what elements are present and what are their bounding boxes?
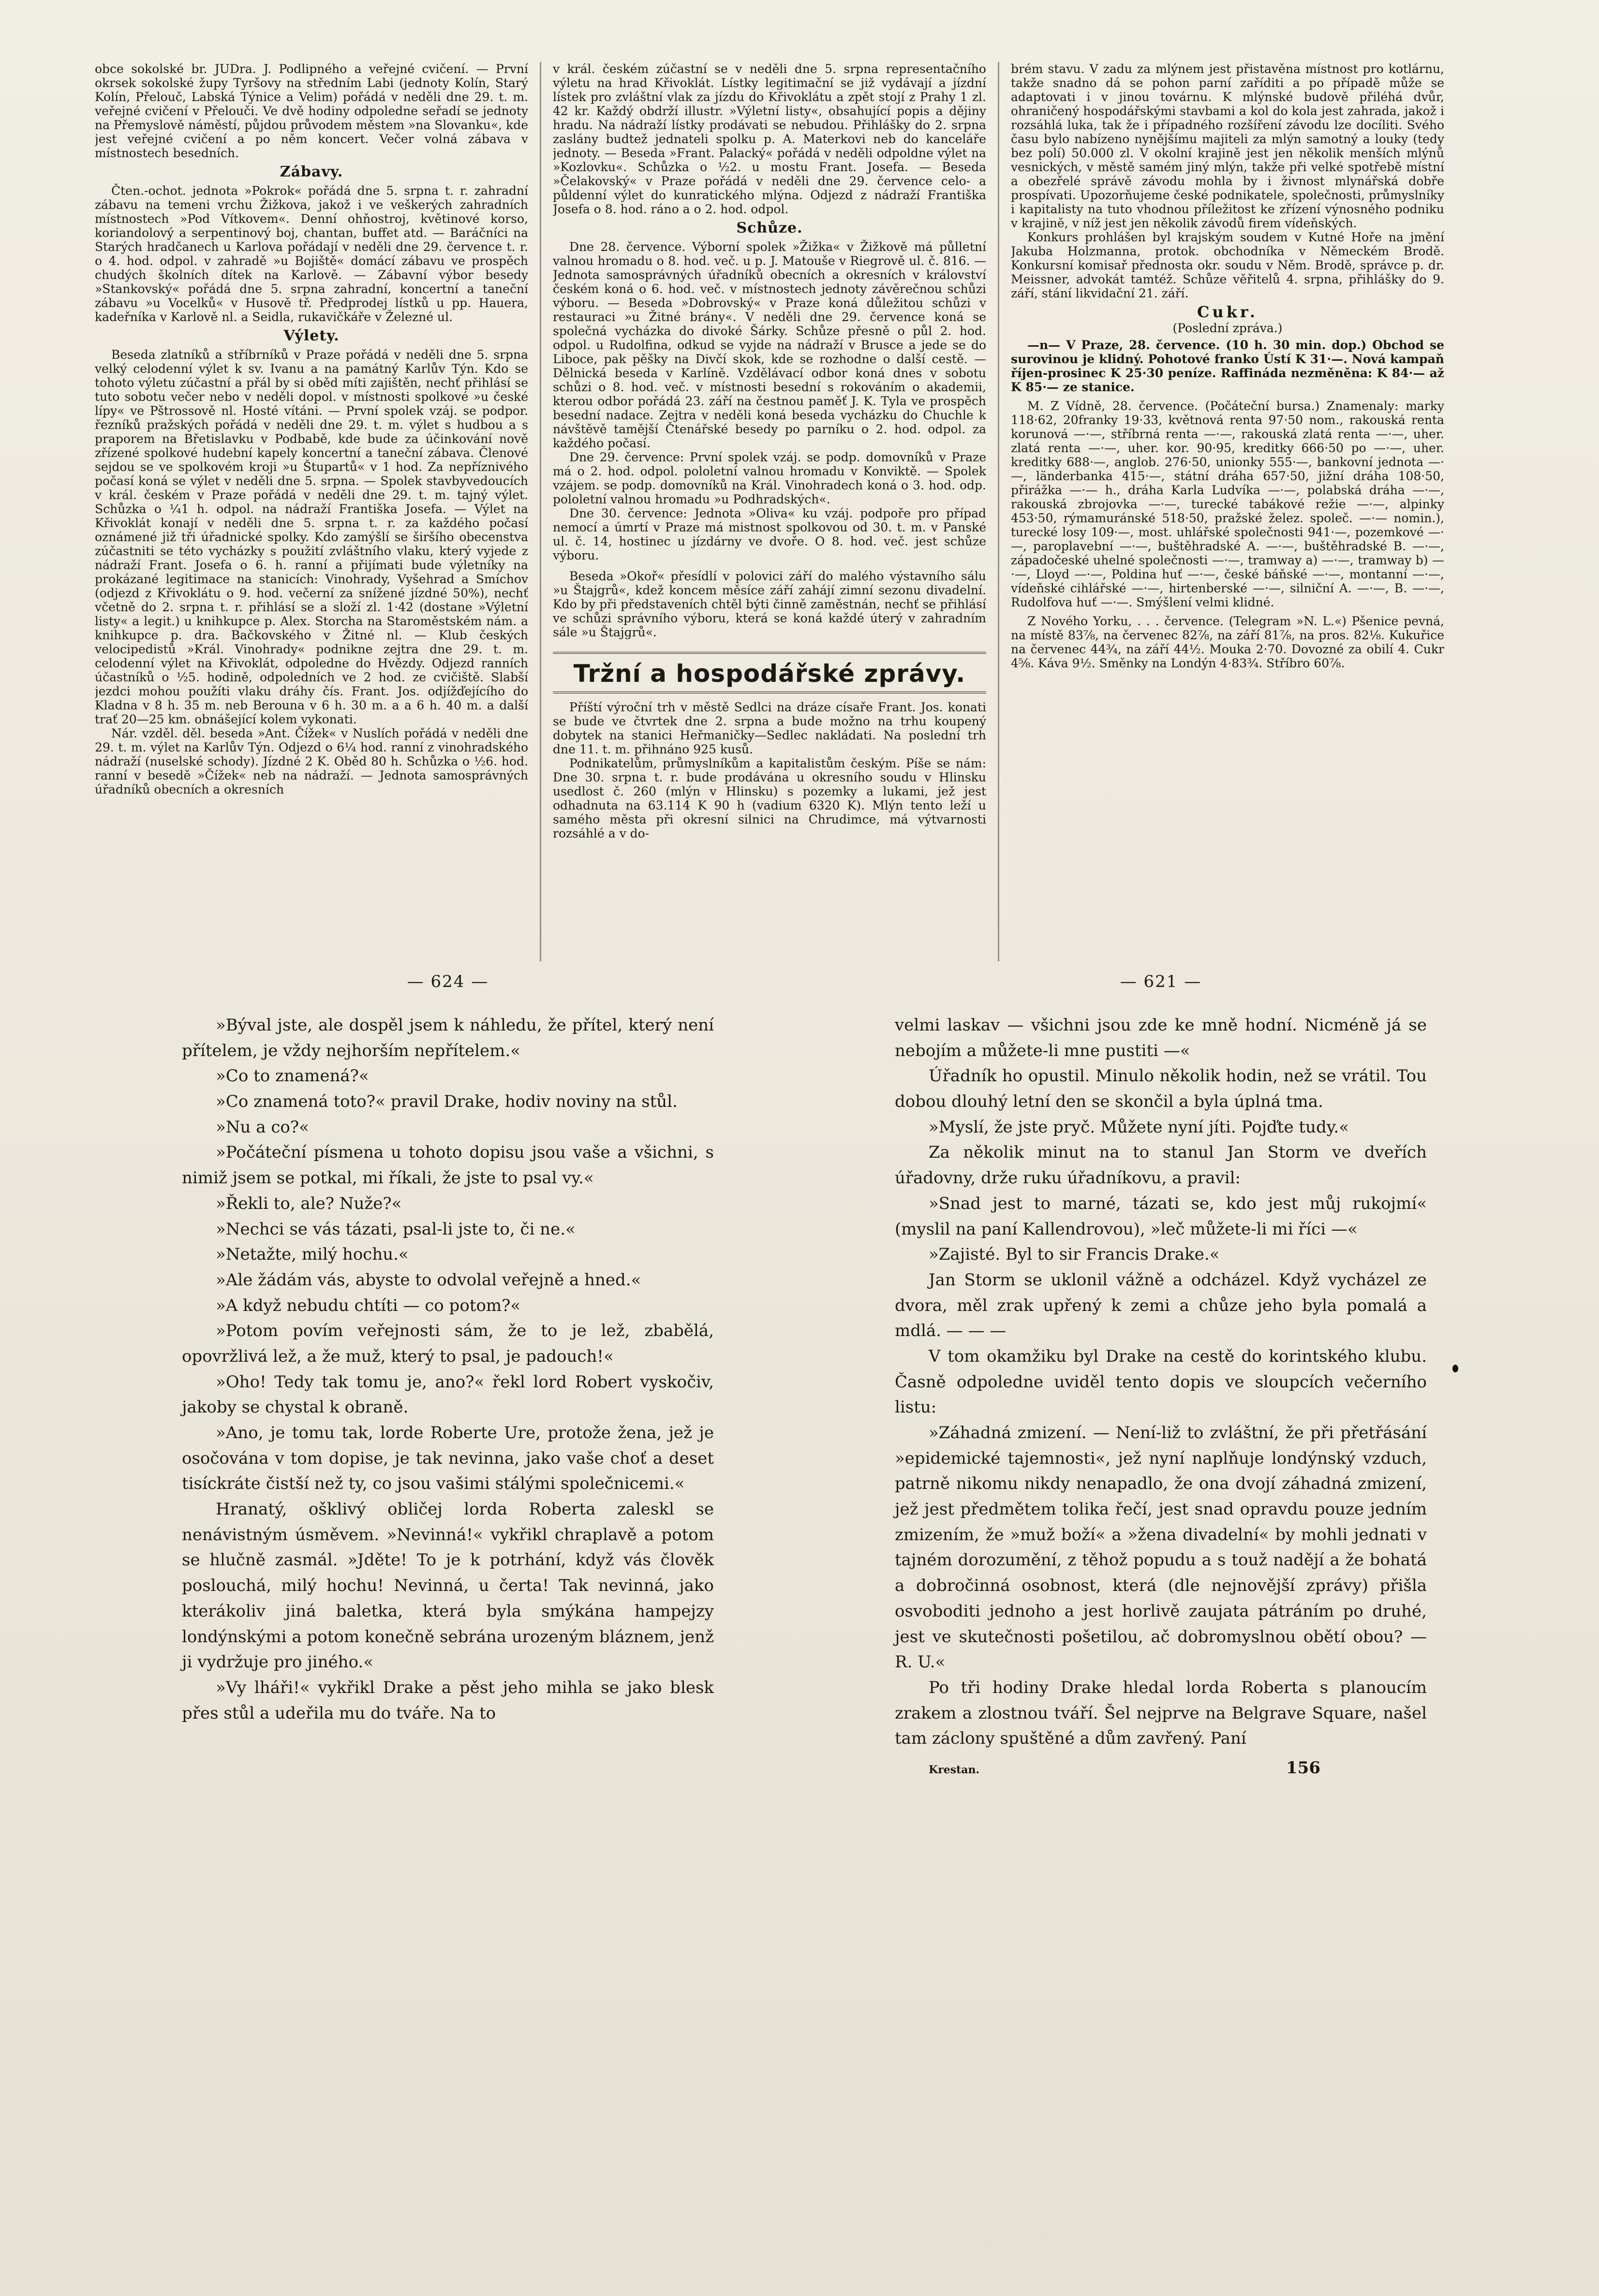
trade-section-header [553, 652, 986, 693]
book-page-left [182, 972, 714, 2273]
news-column-2 [553, 62, 986, 961]
paragraph: »Oho! Tedy tak tomu je, ano?« řekl lord Robert vyskočiv, jakoby se chystal k obraně. [182, 1372, 714, 1417]
column-divider [998, 62, 999, 961]
article-mlyn-hlinsko: Podnikatelům, průmyslníkům a kapitalistům českým. Píše se nám: Dne 30. srpna t. r. bude prodávána u okresního soudu v Hlinsku usedlost č. 260 (mlýn v Hlinsku) s pozemky a lukami, jež jest odhadnuta na 63.114 K 90 h (vadium 6320 K). Mlýn tento leží u samého města při okresní silnici na Chrudimce, má výtvarnosti rozsáhlé a v do- [553, 756, 986, 840]
page-number-left: — 624 — [407, 972, 489, 991]
heading-zabavy: Zábavy. [280, 163, 343, 180]
paragraph: »A když nebudu chtíti — co potom?« [216, 1295, 521, 1315]
book-text-right [895, 1013, 1427, 1751]
paragraph: Jan Storm se uklonil vážně a odcházel. Když vycházel ze dvora, měl zrak upřený k zemi a chůze jeho byla pomalá a mdlá. — — — [895, 1270, 1427, 1341]
paragraph: »Vy lháři!« vykřikl Drake a pěst jeho mihla se jako blesk přes stůl a udeřila mu do tváře. Na to [182, 1678, 714, 1723]
article-schuze-28: Dne 28. července. Výborní spolek »Žižka« v Žižkově má půlletní valnou hromadu o 8. hod. več. u p. J. Matouše v Riegrově ul. č. 816. — Jednota samosprávných úřadníků obecních a okresních v království českém koná o 6. hod. več. v místnostech jednoty závěrečnou schůzi výboru. — Beseda »Dobrovský« v Praze koná důležitou schůzi v restauraci »u Žitné brány«. V neděli dne 29. července koná se společná vycházka do divoké Šárky. Schůze přesně o půl 2. hod. odpol. u Rudolfina, odkud se vyjde na nádraží v Brusce a jede se do Liboce, pak pěšky na Divčí skok, kde se rozhodne o další cestě. — Dělnická beseda v Karlíně. Vzdělávací odbor koná dnes v sobotu schůzi o 8. hod. več. v místnosti besední s rokováním o akademii, kterou odbor pořádá 23. září na čestnou paměť J. K. Tyla ve prospěch besední nadace. Zejtra v neděli koná beseda vycházku do Chuchle k návštěvě tamější Čtenářské besedy po parníku o 2. hod. odpol. za každého počasí. [553, 239, 986, 450]
paragraph: »Co znamená toto?« pravil Drake, hodiv noviny na stůl. [216, 1092, 678, 1112]
paragraph: Hranatý, ošklivý obličej lorda Roberta zaleskl se nenávistným úsměvem. »Nevinná!« vykřikl chraplavě a potom se hlučně zasmál. »Jděte! To je k potrhání, když vás člověk poslouchá, milý hochu! Nevinná, u čerta! Tak nevinná, jako kterákoliv jiná baletka, která byla smýkána hampejzy londýnskými a potom konečně sebrána urozeným bláznem, jenž ji vydržuje pro jiného.« [182, 1500, 714, 1672]
article-cukr-praha: —n— V Praze, 28. července. (10 h. 30 min. dop.) Obchod se surovinou je klidný. Pohotové franko Ústí K 31·—. Nová kampaň říjen-prosinec K 25·30 peníze. Raffináda nezměněna: K 84·— až K 85·— ze stanice. [1011, 338, 1444, 395]
ink-spot [1452, 1365, 1458, 1372]
paragraph: »Nu a co?« [216, 1117, 309, 1137]
paragraph: »Býval jste, ale dospěl jsem k náhledu, že přítel, který není přítelem, je vždy nejhorším nepřítelem.« [182, 1016, 714, 1060]
news-column-3 [1011, 62, 1444, 961]
paragraph: »Netažte, milý hochu.« [216, 1245, 409, 1265]
paragraph: Úřadník ho opustil. Minulo několik hodin, než se vrátil. Tou dobou dlouhý letní den se skončil a byla úplná tma. [895, 1066, 1427, 1112]
book-text-left [182, 1013, 714, 1726]
page-footer [895, 1758, 1427, 1778]
book-page-right [895, 972, 1427, 2273]
paragraph: »Počáteční písmena u tohoto dopisu jsou vaše a všichni, s nimiž jsem se potkal, mi říkali, že jste to psal vy.« [182, 1143, 714, 1188]
paragraph: »Řekli to, ale? Nuže?« [216, 1193, 402, 1213]
paragraph: »Potom povím veřejnosti sám, že to je lež, zbabělá, opovržlivá lež, a že muž, který to psal, je padouch!« [182, 1321, 714, 1366]
heading-schuze: Schůze. [736, 220, 803, 236]
paragraph: Za několik minut na to stanul Jan Storm ve dveřích úřadovny, drže ruku úřadníkovu, a pravil: [895, 1143, 1427, 1188]
paragraph: »Ano, je tomu tak, lorde Roberte Ure, protože žena, jež je osočována v tom dopise, je tak nevinna, jako vaše choť a deset tisíckráte čistší než ty, co jsou vašimi stálými společnicemi.« [182, 1423, 714, 1494]
news-column-1 [95, 62, 528, 961]
paragraph: »Nechci se vás tázati, psal-li jste to, či ne.« [216, 1219, 576, 1239]
article-zabavy: Čten.-ochot. jednota »Pokrok« pořádá dne 5. srpna t. r. zahradní zábavu na temeni vrchu Žižkova, jakož i ve veškerých zahradních místnostech »Pod Vítkovem«. Denní ohňostroj, květinové korso, koriandolový a serpentinový boj, chantan, buffet atd. — Baráčníci na Starých hradčanech u Karlova pořádají v neděli dne 29. července t. r. o 4. hod. odpol. v zahradě »u Bojiště« domácí zábavu ve prospěch chudých školních dítek na Karlově. — Zábavní výbor besedy »Stankovský« pořádá dne 5. srpna zahradní, koncertní a taneční zábavu »u Vocelků« v Husově tř. Předprodej lístků u pp. Hauera, kadeřníka v Karlově nl. a Seidla, rukavičkáře v Železné ul. [95, 183, 528, 324]
paragraph: Po tři hodiny Drake hledal lorda Roberta s planoucím zrakem a zlostnou tváří. Šel nejprve na Belgrave Square, našel tam záclony spuštěné a dům zavřený. Paní [895, 1678, 1427, 1749]
sheet-number: 156 [1286, 1758, 1320, 1778]
novel-pages [145, 972, 1446, 2278]
footer-signature: Krestan. [929, 1763, 980, 1776]
heading-cukr-subtitle: (Poslední zpráva.) [1172, 321, 1283, 336]
article-mlyn-continued: brém stavu. V zadu za mlýnem jest přistavěna místnost pro kotlárnu, takže snadno dá se pohon parní zaříditi a po případě může se adaptovati i v jinou továrnu. K mlýnské budově přiléhá dvůr, ohraničený hospodářskými stavbami a kol do kola jest zahrada, jakož i rozsáhlá luka, tak že i případného rozšíření závodu lze docíliti. Svého času bylo nabízeno nynějšímu majiteli za mlýn samotný a louky (tedy bez polí) 50.000 zl. V okolní krajině jest jen několik menších mlýnů vesnických, v městě samém jiný mlýn, takže při velké spotřebě místní a obezřelé správě závodu mohla by i živnost mlynářská dobře prospívati. Upozorňujeme české podnikatele, společnosti, průmyslníky i kapitalisty na tuto vhodnou příležitost ke zřízení výnosného podniku v krajině, v níž jest jen několik závodů firem vídeňských. [1011, 62, 1444, 230]
paragraph: V tom okamžiku byl Drake na cestě do korintského klubu. Časně odpoledne uviděl tento dopis ve sloupcích večerního listu: [895, 1346, 1427, 1417]
article-beseda-cizek: Nár. vzděl. děl. beseda »Ant. Čížek« v Nuslích pořádá v neděli dne 29. t. m. výlet na Karlův Týn. Odjezd o 6¼ hod. ranní z vinohradského nádraží (nuselské schody). Jízdné 2 K. Oběd 80 h. Schůzka o ½6. hod. ranní v besedě »Čížek« neb na nádraží. — Jednota samosprávných úřadníků obecních a okresních [95, 726, 528, 796]
article-konkurs: Konkurs prohlášen byl krajským soudem v Kutné Hoře na jmění Jakuba Holzmanna, protok. obchodníka v Německém Brodě. Konkursní komisař přednosta okr. soudu v Něm. Brodě, správce p. dr. Meissner, advokát tamtéž. Schůze věřitelů 4. srpna, přihlášky do 9. září, stání likvidační 21. září. [1011, 230, 1444, 300]
article-vylety: Beseda zlatníků a stříbrníků v Praze pořádá v neděli dne 5. srpna velký celodenní výlet k sv. Ivanu a na památný Karlův Týn. Kdo se tohoto výletu zúčastní a přál by si oběd míti zajištěn, nechť přihlásí se tuto sobotu večer nebo v neděli dopol. v místnosti spolkové »u české lípy« ve Pštrossově nl. Hosté vítáni. — První spolek vzáj. se podpor. řezníků pražských pořádá v neděli dne 29. t. m. výlet s hudbou a s praporem na Břetislavku v Podbabě, kde bude za účinkování nově zřízené spolkové hudební kapely koncertní a taneční zábava. Členové sejdou se ve spolkovém kroji »u Štupartů« v 1 hod. Za nepříznivého počasí koná se výlet v neděli dne 5. srpna. — Spolek stavbyvedoucích v král. českém v Praze pořádá v neděli dne 29. t. m. tajný výlet. Schůzka o ¼1 h. odpol. na nádraží Františka Josefa. — Výlet na Křivoklát konají v neděli dne 5. srpna t. r. za každého počasí oznámené již tři úřadnické spolky. Kdo zamýšlí se širšího obecenstva zúčastniti se této vycházky s použití zvláštního vlaku, který vyjede z nádraží Frant. Josefa o 6. h. ranní a přijímati bude výletníky na prokázané legitimace na stanicích: Vinohrady, Vyšehrad a Smíchov (odjezd z Křivoklátu o 9. hod. večerní za snížené jízdné 50%), nechť včetně do 2. srpna t. r. přihlásí se a složí zl. 1·42 (dostane »Výletní listy« a legit.) u knihkupce p. Alex. Storcha na Staroměstském nám. a knihkupce p. dra. Bačkovského v Žitné nl. — Klub českých velocipedistů »Král. Vinohrady« podnikne zejtra dne 29. t. m. celodenní výlet na Křivoklát, odpoledne do Hvězdy. Odjezd ranních účastníků o ½5. hodině, odpoledních ve 2 hod. ze cvičiště. Slabší jezdci mohou použíti vlaku dráhy čís. Frant. Jos. odjížďejícího do Kladna v 8 h. 35 m. neb Berouna v 6 h. 30 m. a a 6 h. 40 m. a další trať 20—25 km. obnášející kolem vykonati. [95, 347, 528, 726]
article-okor: Beseda »Okoř« přesídlí v polovici září do malého výstavního sálu »u Štajgrů«, kdež koncem měsíce září zahájí zimní sezonu divadelní. Kdo by při představeních chtěl býti činně zaměstnán, nechť se přihlásí ve schůzi správního výboru, která se koná každé úterý v zahradním sále »u Štajgrů«. [553, 569, 986, 639]
article-trh-sedlec: Příští výroční trh v městě Sedlci na dráze císaře Frant. Jos. konati se bude ve čtvrtek dne 2. srpna a bude možno na trhu koupený dobytek na stanici Heřmaničky—Sedlec nakládati. Na poslední trh dne 11. t. m. přihnáno 925 kusů. [553, 700, 986, 756]
paragraph: »Myslí, že jste pryč. Můžete nyní jíti. Pojďte tudy.« [929, 1117, 1349, 1137]
paragraph: »Co to znamená?« [216, 1066, 369, 1086]
heading-vylety: Výlety. [283, 327, 340, 344]
article-schuze-30: Dne 30. července: Jednota »Oliva« ku vzáj. podpoře pro případ nemocí a úmrtí v Praze má mistnost spolkovou od 30. t. m. v Panské ul. č. 14, hostinec u jízdárny ve dvoře. O 8. hod. več. jest schůze výboru. [553, 506, 986, 562]
paragraph: »Snad jest to marné, tázati se, kdo jest můj rukojmí« (myslil na paní Kallendrovou), »leč můžete-li mi říci —« [895, 1193, 1427, 1239]
trade-section-title: Tržní a hospodářské zprávy. [573, 659, 966, 688]
article-viden-bursa: M. Z Vídně, 28. července. (Počáteční bursa.) Znamenaly: marky 118·62, 20franky 19·33, květnová renta 97·50 nom., rakouská renta korunová —·—, stříbrná renta —·—, rakouská zlatá renta —·—, uher. zlatá renta —·—, uher. kor. 90·95, kreditky 666·50 po —·—, uher. kreditky 688·—, anglob. 276·50, unionky 555·—, bankovní jednota —·—, länderbanka 415·—, státní dráha 657·50, jižní dráha 108·50, přirážka —·— h., dráha Karla Ludvíka —·—, polabská dráha —·—, rakouská zbrojovka —·—, turecké tabákové režie —·—, alpinky 453·50, rýmamuránské 518·50, pražské želez. společ. —·— nomin.), turecké losy 109·—, most. uhlářské společnosti 941·—, pozemkové —·—, paroplavební —·—, buštěhradské A. —·—, buštěhradské B. —·—, západočeské uhelné společnosti —·—, tramway a) —·—, tramway b) —·—, Lloyd —·—, Poldina huť —·—, české báňské —·—, montanní —·—, vídeňské cihlářské —·—, hirtenberské —·—, silniční A. —·—, B. —·—, Rudolfova huť —·—. Smýšlení velmi klidné. [1011, 399, 1444, 610]
paragraph: »Ale žádám vás, abyste to odvolal veřejně a hned.« [216, 1270, 641, 1290]
newspaper-section [95, 62, 1444, 961]
column-divider [540, 62, 541, 961]
heading-cukr: Cukr. [1197, 303, 1258, 321]
article-sokol: obce sokolské br. JUDra. J. Podlipného a veřejné cvičení. — První okrsek sokolské župy Tyršovy na středním Labi (jednoty Kolín, Starý Kolín, Přelouč, Labská Týnice a Velim) pořádá v neděli dne 29. t. m. veřejné cvičení v Přelouči. Ve dvě hodiny odpoledne seřadí se jednoty na Přemyslově náměstí, půjdou průvodem městem »na Slovanku«, kde jest veřejné cvičení a po něm koncert. Večer volná zábava v místnostech besedních. [95, 62, 528, 160]
page-number-right: — 621 — [1120, 972, 1202, 991]
paragraph: »Zajisté. Byl to sir Francis Drake.« [929, 1245, 1220, 1265]
article-new-york: Z Nového Yorku, . . . července. (Telegram »N. L.«) Pšenice pevná, na místě 83⅞, na červenec 82⅞, na září 81⅞, na pros. 82⅛. Kukuřice na červenec 44¾, na září 44½. Mouka 2·70. Dovozné za obilí 4. Cukr 4⅝. Káva 9½. Směnky na Londýn 4·83¾. Stříbro 60⅞. [1011, 614, 1444, 671]
article-schuze-29: Dne 29. července: První spolek vzáj. se podp. domovníků v Praze má o 2. hod. odpol. pololetní valnou hromadu v Konviktě. — Spolek vzájem. se podp. domovníků na Král. Vinohradech koná o 3. hod. odp. pololetní valnou hromadu »u Podhradských«. [553, 450, 986, 506]
paragraph: »Záhadná zmizení. — Není-liž to zvláštní, že při přetřásání »epidemické tajemnosti«, jež nyní naplňuje londýnský vzduch, patrně nikomu nikdy nenapadlo, že ona dvojí záhadná zmizení, jež jest předmětem tolika řečí, jest snad opravdu pouze jedním zmizením, že »muž boží« a »žena divadelní« by mohli jednati v tajném dorozumění, z těhož popudu a s touž nadějí a že bohatá a dobročinná osobnost, která (dle nejnovější zprávy) přišla osvoboditi jednoho a jest horlivě zaujata pátráním po druhé, jest ve skutečnosti pošetilou, ač dobromyslnou obětí obou? — R. U.« [895, 1423, 1427, 1672]
paragraph: velmi laskav — všichni jsou zde ke mně hodní. Nicméně já se nebojím a můžete-li mne pustiti —« [895, 1016, 1427, 1060]
article-krivoklat: v král. českém zúčastní se v neděli dne 5. srpna representačního výletu na hrad Křivoklát. Lístky legitimační se již vydávají a jízdní lístek pro zvláštní vlak za jízdu do Křivoklátu a zpět stojí z Prahy 1 zl. 42 kr. Každý obdrží illustr. »Výletní listy«, obsahující popis a dějiny hradu. Na nádraží lístky prodávati se nebudou. Přihlášky do 2. srpna zaslány budtež jednateli spolku p. A. Materkovi neb do kanceláře jednoty. — Beseda »Frant. Palacký« pořádá v neděli odpoldne výlet na »Kozlovku«. Schůzka o ½2. u mostu Frant. Josefa. — Beseda »Čelakovský« v Praze pořádá v neděli dne 29. července celo- a půldenní výlet do kunratického mlýna. Odjezd z nádraží Františka Josefa o 8. hod. ráno a o 2. hod. odpol. [553, 62, 986, 216]
